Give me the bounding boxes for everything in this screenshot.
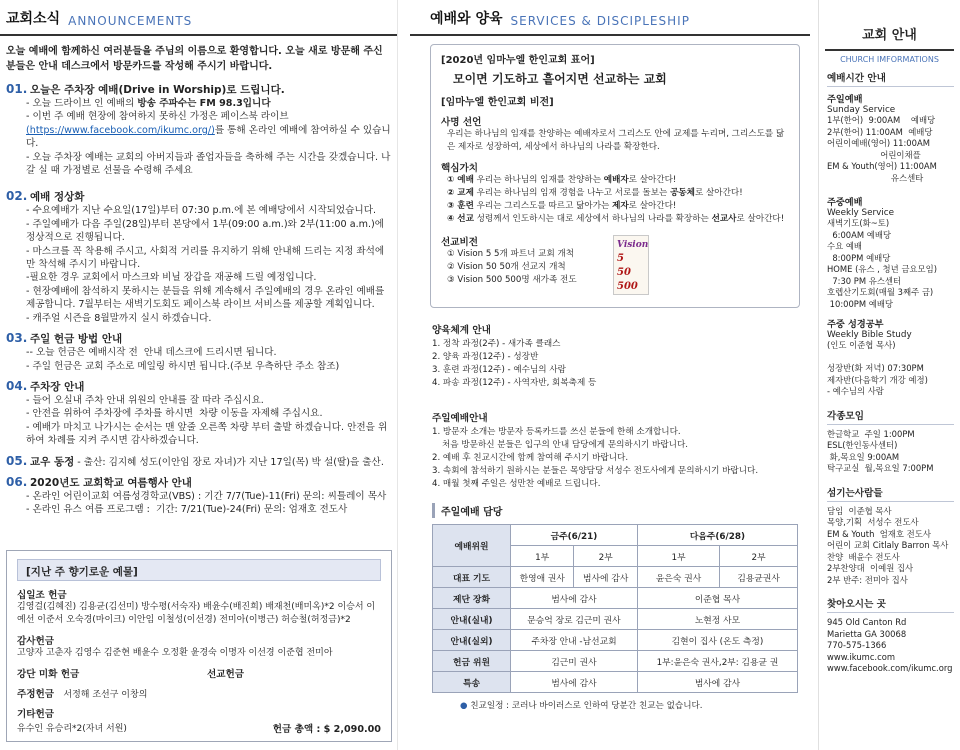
offering-total: 헌금 총액 : $ 2,090.00 bbox=[272, 724, 381, 735]
item-line: -필요한 경우 교회에서 마스크와 비닐 장갑을 재공해 드릴 예정입니다. bbox=[26, 272, 317, 284]
table-row bbox=[433, 588, 798, 609]
item-line: - 온라인 유스 여름 프로그램 : 기간: 7/21(Tue)-24(Fri) 문의: 엄재호 전도사 bbox=[26, 503, 348, 515]
sunday-guide-item: 2. 예배 후 친교시간에 함께 참여해 주시기 바랍니다. bbox=[432, 453, 629, 463]
offering-category-row bbox=[7, 660, 391, 680]
core-value: ② 교제 우리는 하나님의 임재 경험을 나누고 서로를 돌보는 공동체로 살아간다! bbox=[447, 188, 743, 198]
item-line: - 캐주얼 시즌을 8월말까지 실시 하겠습니다. bbox=[26, 312, 212, 324]
mission-heading: 사명 선언 bbox=[441, 117, 482, 128]
staff-list: 담임 이준협 목사 목양,기획 서성수 전도사 EM & Youth 엄재호 전도사 어린이 교회 Citlaly Barron 목사 찬양 배윤수 전도사 2부찬양대 이예원 집사 2부 반주: 전미아 집사 bbox=[827, 505, 949, 585]
directions-heading: 찾아오시는 곳 bbox=[827, 590, 954, 613]
item-number: 01. bbox=[6, 82, 28, 96]
item-line: - 수요예배가 지난 수요일(17일)부터 07:30 p.m.에 본 예배당에서 시작되었습니다. bbox=[26, 205, 377, 217]
staff-heading: 섬기는사람들 bbox=[827, 479, 954, 502]
announcement-05 bbox=[0, 454, 397, 469]
duty-cell: 범사에 감사 bbox=[637, 672, 797, 693]
sunday-guide-item: 4. 매월 첫째 주일은 성만찬 예배로 드립니다. bbox=[432, 479, 601, 489]
announcements-column bbox=[0, 0, 398, 750]
next-week-header: 다음주(6/28) bbox=[637, 525, 797, 546]
table-row bbox=[433, 567, 798, 588]
item-title: 주일 헌금 방법 안내 bbox=[30, 333, 123, 346]
offering-category: 감사헌금 bbox=[17, 636, 55, 647]
announcement-02 bbox=[0, 189, 397, 325]
offering-names: 서정해 조선구 이창의 bbox=[63, 690, 148, 700]
duty-cell: 김용균권사 bbox=[720, 567, 798, 588]
sunday-service-heading-en: Sunday Service bbox=[827, 105, 896, 115]
item-line: - 온라인 어린이교회 여름성경학교(VBS) : 기간 7/7(Tue)-11(Fri) 문의: 씨틀레이 목사 bbox=[26, 490, 387, 502]
item-number: 06. bbox=[6, 474, 28, 489]
duty-cell: 범사에 감사 bbox=[511, 588, 638, 609]
meetings-list: 한글학교 주일 1:00PM ESL(한인동사센터) 화,목요일 9:00AM 탁구교실 월,목요일 7:00PM bbox=[827, 428, 934, 473]
item-line: - 현장예배에 참석하지 못하시는 분들을 위해 계속해서 주일예배의 경우 온라인 예배를 제공합니다. 7월부터는 새벽기도회도 페이스북 라이브 서비스를 제공할 계획입니다. bbox=[26, 285, 388, 311]
duty-cell: 김현이 집사 (온도 측정) bbox=[637, 630, 797, 651]
item-line: 를 통해 온라인 예배에 참여하실 수 있습니다. bbox=[26, 124, 391, 150]
table-row bbox=[433, 609, 798, 630]
church-info-column bbox=[818, 0, 960, 750]
vision-label: [임마누엘 한인교회 비전] bbox=[441, 97, 554, 108]
announcements-title-en: ANNOUNCEMENTS bbox=[68, 14, 193, 28]
mission-vision-heading: 선교비전 bbox=[441, 237, 479, 248]
announcement-06 bbox=[0, 475, 397, 517]
address-contact: 945 Old Canton Rd Marietta GA 30068 770-575-1366 www.ikumc.com www.facebook.com/ikumc.org bbox=[827, 617, 953, 673]
announcements-header bbox=[0, 0, 397, 36]
mission-vision-item: ③ Vision 500 500명 새가족 전도 bbox=[447, 275, 577, 285]
duty-cell: 문승억 장로 김근미 권사 bbox=[511, 609, 638, 630]
offering-category: 주정헌금 bbox=[17, 689, 55, 700]
bullet-icon: ● bbox=[460, 701, 468, 711]
services-title-ko: 예배와 양육 bbox=[430, 11, 503, 27]
nurture-item: 4. 파송 과정(12주) - 사역자반, 회복축제 등 bbox=[432, 378, 597, 388]
services-column bbox=[410, 0, 810, 750]
duty-role: 헌금 위원 bbox=[433, 651, 511, 672]
item-line: - 주일예배가 다음 주일(28일)부터 본당에서 1부(09:00 a.m.)와 2부(11:00 a.m.)에 정상적으로 진행됩니다. bbox=[26, 218, 388, 244]
table-row bbox=[433, 525, 798, 546]
nurture-section bbox=[410, 308, 810, 390]
duty-cell: 김근미 권사 bbox=[511, 651, 638, 672]
core-value: ③ 훈련 우리는 그리스도를 따르고 닮아가는 제자로 살아간다! bbox=[447, 201, 677, 211]
staff bbox=[819, 479, 960, 587]
sunday-guide-heading: 주일예배안내 bbox=[432, 413, 488, 424]
sunday-service-times: 1부(한어) 9:00AM 예배당 2부(한어) 11:00AM 예배당 어린이예배(영어) 11:00AM 어린이채플 EM & Youth(영어) 11:00AM 유스센타 bbox=[827, 115, 937, 183]
item-title: 주차장 안내 bbox=[30, 380, 85, 393]
table-row bbox=[433, 651, 798, 672]
mission-vision-item: ② Vision 50 50개 선교지 개척 bbox=[447, 262, 566, 272]
duty-cell: 범사에 감사 bbox=[574, 567, 637, 588]
weekly-service-heading: 주중예배 bbox=[827, 197, 863, 208]
announcement-01 bbox=[0, 82, 397, 177]
duty-heading: 주일예배 담당 bbox=[432, 503, 810, 518]
duty-table bbox=[432, 524, 798, 693]
item-title: 교우 동정 bbox=[30, 455, 75, 468]
mission-vision-item: ① Vision 5 5개 파트너 교회 개척 bbox=[447, 249, 575, 259]
weekly-service-times: 새벽기도(화~토) 6:00AM 예배당 수요 예배 8:00PM 예배당 HOME (유스 , 청년 금요모임) 7:30 PM 유스센터 호렙산기도회(매월 3째주 금) 10:00PM 예배당 bbox=[827, 218, 937, 309]
item-title: 예배 정상화 bbox=[30, 191, 85, 204]
offering-category: 선교헌금 bbox=[207, 669, 245, 680]
service-times bbox=[819, 64, 960, 398]
sunday-service-heading: 주일예배 bbox=[827, 94, 863, 105]
duty-cell: 주차장 안내 -남선교회 bbox=[511, 630, 638, 651]
sunday-guide-section bbox=[410, 390, 810, 491]
item-line: - 오늘 주차장 예배는 교회의 아버지들과 졸업자들을 축하해 주는 시간을 갖겠습니다. 나갈 실 때 가정별로 선물을 수령해 주세요 bbox=[26, 151, 391, 177]
welcome-text: 오늘 예배에 함께하신 여러분들을 주님의 이름으로 환영합니다. 오늘 새로 방문해 주신 분들은 안내 데스크에서 방문카드를 작성해 주시기 바랍니다. bbox=[6, 46, 383, 72]
core-value: ① 예배 우리는 하나님의 임재를 찬양하는 예배자로 살아간다! bbox=[447, 175, 677, 185]
offering-category: 강단 미화 헌금 bbox=[17, 669, 80, 680]
duty-role: 안내(실외) bbox=[433, 630, 511, 651]
church-info-title: 교회 안내 bbox=[862, 28, 917, 43]
duty-cell: 윤은숙 권사 bbox=[637, 567, 719, 588]
facebook-live-link[interactable]: (https://www.facebook.com/ikumc.org/) bbox=[26, 124, 215, 136]
item-number: 02. bbox=[6, 189, 28, 204]
duty-cell: 한영애 권사 bbox=[511, 567, 574, 588]
fellowship-note bbox=[460, 699, 810, 711]
duty-cell: 범사에 감사 bbox=[511, 672, 638, 693]
nurture-item: 1. 정착 과정(2주) - 새가족 클래스 bbox=[432, 339, 561, 349]
vision-box bbox=[430, 44, 800, 308]
announcement-04 bbox=[0, 379, 397, 448]
duty-role-header: 예배위원 bbox=[433, 525, 511, 567]
item-line: - 이번 주 예배 현장에 참여하지 못하신 가정은 페이스북 라이브 bbox=[26, 111, 289, 123]
offering-category-row bbox=[7, 680, 391, 700]
duty-role: 대표 기도 bbox=[433, 567, 511, 588]
sunday-guide-item: 처음 방문하신 분들은 입구의 안내 담당에게 문의하시기 바랍니다. bbox=[442, 440, 688, 450]
duty-role: 안내(실내) bbox=[433, 609, 511, 630]
radio-frequency: 방송 주파수는 FM 98.3입니다 bbox=[137, 98, 271, 109]
vision-badge-image: Vision 5 50 500 bbox=[613, 235, 649, 295]
service-2-header: 2부 bbox=[574, 546, 637, 567]
item-line: - 오늘 드라이브 인 예배의 bbox=[26, 98, 138, 109]
church-motto: 모이면 기도하고 흩어지면 선교하는 교회 bbox=[453, 72, 667, 86]
item-line: - 안전을 위하여 주차장에 주차를 하시면 차량 이동을 자제해 주십시요. bbox=[26, 408, 323, 420]
item-number: 05. bbox=[6, 453, 28, 468]
duty-role: 제단 장화 bbox=[433, 588, 511, 609]
offering-names: 고양자 고춘자 김영수 김준현 배윤수 오정환 윤경숙 이명자 이선경 이준협 전미아 bbox=[17, 648, 333, 658]
item-line: - 들어 오실내 주차 안내 위원의 안내를 잘 따라 주십시요. bbox=[26, 394, 264, 406]
bible-study-heading: 주중 성경공부 bbox=[827, 319, 884, 330]
announcement-03 bbox=[0, 331, 397, 373]
duty-role: 특송 bbox=[433, 672, 511, 693]
fellowship-note-text: 친교일정 : 코러나 바이러스로 인하여 당분간 친교는 없습니다. bbox=[470, 701, 703, 711]
offering-category: 기타헌금 bbox=[17, 709, 55, 720]
meetings-heading: 각종모임 bbox=[827, 402, 954, 425]
nurture-item: 3. 훈련 과정(12주) - 예수님의 사람 bbox=[432, 365, 566, 375]
offering-category: 십일조 헌금 bbox=[17, 590, 67, 601]
directions bbox=[819, 590, 960, 675]
item-line: - 마스크를 꼭 착용해 주시고, 사회적 거리를 유지하기 위해 안내해 드리는 지정 좌석에만 착석해 주시기 바랍니다. bbox=[26, 245, 385, 271]
offering-names: 유수인 유승리*2(자녀 서원) bbox=[17, 724, 127, 734]
item-line: - 주일 헌금은 교회 주소로 메일링 하시면 됩니다.(주보 우측하단 주소 참조) bbox=[26, 360, 340, 372]
offering-names: 김영걸(김혜진) 김용균(김선미) 방수평(서숙자) 배윤수(배진희) 배재천(배미옥)*2 이승서 이예선 이준서 오숙경(마이크) 이안임 이철성(이선경) 전미아(이병근) 허승철(허정금)*2 bbox=[17, 602, 376, 625]
this-week-header: 금주(6/21) bbox=[511, 525, 638, 546]
services-header bbox=[410, 0, 810, 36]
church-info-title-en: CHURCH IMFORMATIONS bbox=[825, 49, 954, 64]
sunday-guide-item: 3. 속회에 참석하기 원하시는 분들은 목양담당 서성수 전도사에게 문의하시기 바랍니다. bbox=[432, 466, 759, 476]
table-row bbox=[433, 630, 798, 651]
offering-box bbox=[6, 550, 392, 742]
service-2-header: 2부 bbox=[720, 546, 798, 567]
core-values-heading: 핵심가치 bbox=[441, 163, 479, 174]
announcements-title-ko: 교회소식 bbox=[6, 11, 61, 27]
item-line: -- 오늘 헌금은 예배시작 전 안내 데스크에 드리시면 됩니다. bbox=[26, 347, 277, 359]
table-row bbox=[433, 672, 798, 693]
weekly-service-heading-en: Weekly Service bbox=[827, 208, 895, 218]
offering-total-row bbox=[7, 721, 391, 735]
item-line: - 예배가 마치고 나가시는 순서는 맨 앞줄 오른쪽 차량 부터 출발 하겠습니다. 안전을 위하여 차례를 지켜 주시면 감사하겠습니다. bbox=[26, 421, 388, 447]
item-title: 2020년도 교회학교 여름행사 안내 bbox=[30, 476, 192, 489]
services-title-en: SERVICES & DISCIPLESHIP bbox=[510, 14, 690, 28]
core-value: ④ 선교 성령께서 인도하시는 대로 세상에서 하나님의 나라를 확장하는 선교사로 살아간다! bbox=[447, 214, 785, 224]
item-number: 04. bbox=[6, 378, 28, 393]
duty-cell: 노현정 사모 bbox=[637, 609, 797, 630]
duty-cell: 이준협 목사 bbox=[637, 588, 797, 609]
nurture-heading: 양육체계 안내 bbox=[432, 325, 491, 336]
service-1-header: 1부 bbox=[511, 546, 574, 567]
bible-study-heading-en: Weekly Bible Study bbox=[827, 330, 912, 340]
motto-label: [2020년 임마누엘 한인교회 표어] bbox=[441, 55, 595, 66]
sunday-guide-item: 1. 방문자 소개는 방문자 등록카드를 쓰신 분들에 한해 소개합니다. bbox=[432, 427, 681, 437]
offering-title: [지난 주 향기로운 예물] bbox=[17, 559, 381, 581]
meetings bbox=[819, 402, 960, 475]
bible-study-times: (인도 이준협 목사) 성장반(화 저녁) 07:30PM 제자반(다음학기 개강 예정) - 예수님의 사람 bbox=[827, 340, 928, 396]
service-1-header: 1부 bbox=[637, 546, 719, 567]
duty-cell: 1부:윤은숙 권사,2부: 김용균 권 bbox=[637, 651, 797, 672]
service-times-heading: 예배시간 안내 bbox=[827, 64, 954, 87]
item-title: 오늘은 주차장 예배(Drive in Worship)로 드립니다. bbox=[30, 84, 285, 96]
mission-text: 우리는 하나님의 임재를 찬양하는 예배자로서 그리스도 안에 교제를 누리며, 그리스도를 닮은 제자로 성장하여, 세상에서 하나님의 나라를 확장한다. bbox=[447, 129, 785, 152]
item-number: 03. bbox=[6, 331, 28, 346]
nurture-item: 2. 양육 과정(12주) - 성장반 bbox=[432, 352, 539, 362]
item-line: - 출산: 김지혜 성도(이안임 장로 자녀)가 지난 17일(목) 박 설(딸)을 출산. bbox=[74, 456, 384, 468]
